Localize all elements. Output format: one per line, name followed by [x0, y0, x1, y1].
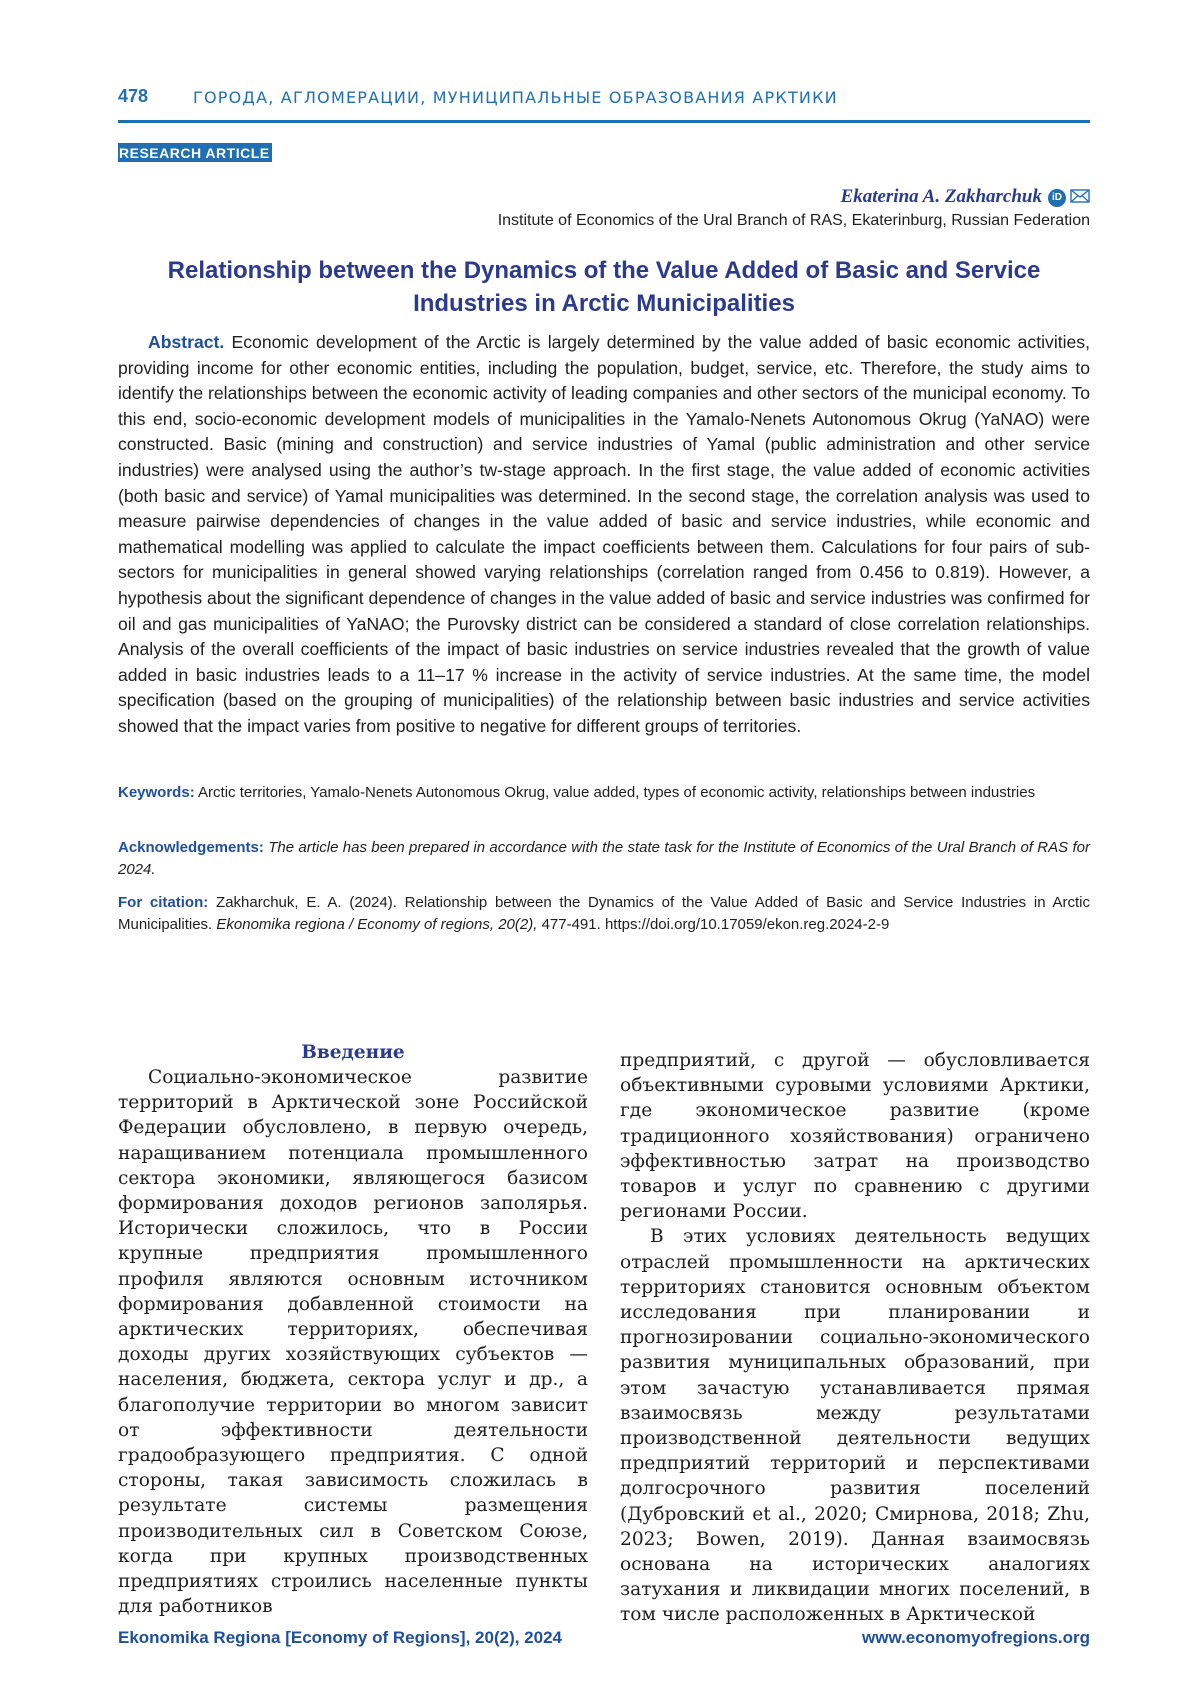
body-paragraph: предприятий, с другой — обусловливается объективными суровыми условиями Арктики, где экономическое развитие (кроме традиционного хозяйствования) ограничено эффективностью затрат на производство товаров и услуг по сравнению с другими регионами России. [620, 1050, 1090, 1223]
footer-website-link[interactable]: www.economyofregions.org [862, 1628, 1090, 1647]
citation [118, 892, 1090, 935]
running-header [118, 84, 1090, 123]
citation-label: For citation: [118, 894, 209, 911]
body-column-right [620, 1048, 1090, 1628]
footer-journal: Ekonomika Regiona [Economy of Regions], 20(2), 2024 [118, 1628, 562, 1647]
keywords-text: Arctic territories, Yamalo-Nenets Autonomous Okrug, value added, types of economic activity, relationships between industries [198, 784, 1036, 801]
abstract-text: Economic development of the Arctic is largely determined by the value added of basic economic activities, providing income for other economic entities, including the population, budget, service, etc. Therefore, the study aims to identify the relationships between the economic activity of leading companies and other sectors of the municipal economy. To this end, socio-economic development models of municipalities in the Yamalo-Nenets Autonomous Okrug (YaNAO) were constructed. Basic (mining and construction) and service industries of Yamal (public administration and other service industries) were analysed using the author’s tw-stage approach. In the first stage, the value added of economic activities (both basic and service) of Yamal municipalities was determined. In the second stage, the correlation analysis was used to measure pairwise dependencies of changes in the value added of basic and service industries, while economic and mathematical modelling was applied to calculate the impact coefficients between them. Calculations for four pairs of sub-sectors for municipalities in general showed varying relationships (correlation ranged from 0.456 to 0.819). However, a hypothesis about the significant dependence of changes in the value added of basic and service industries was confirmed for oil and gas municipalities of YaNAO; the Purovsky district can be considered a standard of close correlation relationships. Analysis of the overall coefficients of the impact of basic industries on service industries revealed that the growth of value added in basic industries leads to a 11–17 % increase in the activity of service industries. At the same time, the model specification (based on the grouping of municipalities) of the relationship between basic industries and service activities showed that the impact varies from positive to negative for different groups of territories. [118, 332, 1090, 736]
acknowledgements-label: Acknowledgements: [118, 839, 264, 856]
author-name: Ekaterina A. Zakharchuk [840, 186, 1042, 207]
acknowledgements [118, 837, 1090, 880]
article-type-badge: RESEARCH ARTICLE [119, 145, 270, 161]
author-affiliation: Institute of Economics of the Ural Branch of RAS, Ekaterinburg, Russian Federation [497, 212, 1090, 229]
citation-text: Zakharchuk, E. A. (2024). Relationship between the Dynamics of the Value Added of Basic and Service Industries in Arctic Municipalities. [118, 894, 1091, 933]
section-heading: Введение [301, 1042, 405, 1063]
orcid-icon[interactable]: iD [1048, 189, 1066, 207]
mail-icon[interactable] [1070, 187, 1090, 209]
abstract-label: Abstract. [148, 332, 225, 352]
page-number: 478 [118, 86, 149, 106]
body-paragraph: В этих условиях деятельность ведущих отраслей промышленности на арктических территориях становится основным объектом исследования при планировании и прогнозировании социально-экономического развития муниципальных образований, при этом зачастую устанавливается прямая взаимосвязь между результатами производственной деятельности ведущих предприятий территорий и перспективами долгосрочного развития поселений (Дубровский et al., 2020; Смирнова, 2018; Zhu, 2023; Bowen, 2019). Данная взаимосвязь основана на исторических аналогиях затухания и ликвидации многих поселений, в том числе расположенных в Арктической [620, 1226, 1090, 1626]
acknowledgements-text: The article has been prepared in accordance with the state task for the Institute of Economics of the Ural Branch of RAS for 2024. [118, 839, 1090, 878]
citation-journal: Ekonomika regiona / Economy of regions, 20(2), [216, 915, 538, 933]
article-title: Relationship between the Dynamics of the Value Added of Basic and Service Industries in Arctic Municipalities [167, 257, 1041, 317]
author-line [841, 186, 1090, 209]
keywords [118, 782, 1090, 804]
abstract [118, 330, 1090, 740]
body-column-left [118, 1042, 588, 1619]
citation-doi[interactable]: 477-491. https://doi.org/10.17059/ekon.reg.2024-2-9 [541, 915, 890, 933]
body-paragraph: Социально-экономическое развитие территорий в Арктической зоне Российской Федерации обусловлено, в первую очередь, наращиванием потенциала промышленного сектора экономики, являющегося базисом формирования доходов регионов заполярья. Исторически сложилось, что в России крупные предприятия промышленного профиля являются основным источником формирования добавленной стоимости на арктических территориях, обеспечивая доходы других хозяйствующих субъектов — населения, бюджета, сектора услуг и др., а благополучие территории во многом зависит от эффективности деятельности градообразующего предприятия. С одной стороны, такая зависимость сложилась в результате системы размещения производительных сил в Советском Союзе, когда при крупных производственных предприятиях строились населенные пункты для работников [118, 1067, 588, 1618]
running-title: ГОРОДА, АГЛОМЕРАЦИИ, МУНИЦИПАЛЬНЫЕ ОБРАЗОВАНИЯ АРКТИКИ [193, 88, 838, 107]
keywords-label: Keywords: [118, 784, 195, 801]
